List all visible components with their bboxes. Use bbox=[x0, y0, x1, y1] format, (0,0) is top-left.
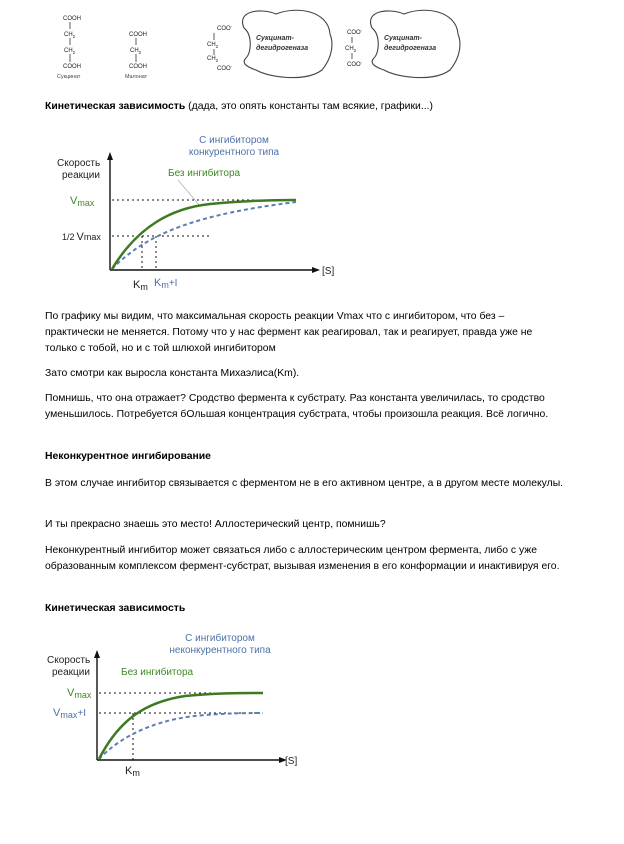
enzyme-outline-2 bbox=[371, 10, 460, 77]
graph1-title-line1: С ингибитором bbox=[199, 135, 269, 146]
enzyme1-ch2-2: $CH_2$ bbox=[207, 56, 219, 63]
graph2-km-label: Km bbox=[125, 765, 140, 778]
graph2-title-line2: неконкурентного типа bbox=[169, 645, 271, 656]
succinate-cooh-bottom: COOH bbox=[63, 64, 81, 70]
graph2-title-line1: С ингибитором bbox=[185, 633, 255, 644]
graph2-vmax-label: Vmax bbox=[67, 687, 92, 700]
graph2-ylabel-line2: реакции bbox=[52, 667, 90, 678]
malonate-cooh-top: COOH bbox=[129, 32, 147, 38]
kinetics-heading-1: Кинетическая зависимость (дада, это опять константы там всякие, графики...) bbox=[45, 101, 433, 112]
succinate-ch2-1: $CH_2$ bbox=[64, 32, 76, 39]
structures-strip bbox=[0, 0, 624, 92]
graph1-km-i-label: Km+I bbox=[154, 277, 178, 290]
graph2-curve-with-inhibitor bbox=[99, 713, 263, 759]
succinate-structure bbox=[57, 16, 81, 80]
graph1-curve-no-inhibitor bbox=[112, 200, 296, 269]
enzyme1-ch2-1: $CH_2$ bbox=[207, 42, 219, 49]
enzyme1-coo-top: COO- bbox=[217, 24, 233, 32]
succinate-label: Сукцинат bbox=[57, 74, 81, 80]
kinetics-heading-2: Кинетическая зависимость bbox=[45, 603, 186, 614]
enzyme2-label-line1: Сукцинат- bbox=[384, 35, 422, 42]
graph1-ylabel-line1: Скорость bbox=[57, 158, 101, 169]
paragraph-affinity: Помнишь, что она отражает? Сродство фермента к субстрату. Раз константа увеличилась, то сродство уменьшилось. Потребуется бОльшая концентрация субстрата, чтобы произошла реакция. Всё логично. bbox=[45, 393, 549, 420]
graph2-curve-no-inhibitor bbox=[99, 693, 263, 759]
enzyme1-coo-bottom: COO- bbox=[217, 64, 233, 72]
graph2-no-inhibitor-label: Без ингибитора bbox=[121, 667, 194, 678]
graph1-vmax-label: Vmax bbox=[70, 195, 95, 208]
malonate-ch2: $CH_2$ bbox=[130, 48, 142, 55]
graph1-title-line2: конкурентного типа bbox=[188, 147, 280, 158]
graph1-km-label: Km bbox=[133, 279, 148, 292]
enzyme2-coo-bottom: COO- bbox=[347, 60, 363, 68]
enzyme1-label-line2: дегидрогеназа bbox=[256, 45, 309, 52]
graph1-x-axis-label: [S] bbox=[322, 266, 335, 277]
paragraph-noncomp-inhibitor: Неконкурентный ингибитор может связаться либо с аллостерическим центром фермента, либо с уже образованным комплексом фермент-субстрат, вызывая изменения в его конформации и инактивируя его. bbox=[45, 545, 560, 572]
paragraph-km-increased: Зато смотри как выросла константа Михаэлиса(Km). bbox=[45, 368, 300, 379]
paragraph-vmax-unchanged: По графику мы видим, что максимальная скорость реакции Vmax что с ингибитором, что без – практически не меняется. Потому что у нас фермент как реагировал, так и реагирует, правда уже не только с тобой, но и с той шлюхой ингибитором bbox=[45, 311, 533, 354]
enzyme-malonate-complex bbox=[345, 10, 460, 77]
enzyme2-label-line2: дегидрогеназа bbox=[384, 45, 437, 52]
succinate-cooh-top: COOH bbox=[63, 16, 81, 22]
noncompetitive-inhibition-graph bbox=[45, 628, 315, 778]
enzyme-succinate-complex bbox=[207, 10, 332, 77]
malonate-label: Малонат bbox=[125, 74, 148, 80]
heading-noncompetitive: Неконкурентное ингибирование bbox=[45, 451, 211, 462]
paragraph-noncomp-binding: В этом случае ингибитор связывается с ферментом не в его активном центре, а в другом месте молекулы. bbox=[45, 478, 564, 489]
graph1-ylabel-line2: реакции bbox=[62, 170, 100, 181]
paragraph-allosteric: И ты прекрасно знаешь это место! Аллостерический центр, помнишь? bbox=[45, 519, 386, 530]
graph1-no-inhibitor-label: Без ингибитора bbox=[168, 168, 241, 179]
enzyme2-coo-top: COO- bbox=[347, 28, 363, 36]
enzyme1-label-line1: Сукцинат- bbox=[256, 35, 294, 42]
graph2-vmax-i-label: Vmax+I bbox=[53, 707, 86, 720]
graph2-x-axis-label: [S] bbox=[285, 756, 298, 767]
graph1-half-vmax-label: 1/2 Vmax bbox=[62, 231, 101, 243]
competitive-inhibition-graph bbox=[50, 128, 350, 293]
malonate-cooh-bottom: COOH bbox=[129, 64, 147, 70]
succinate-ch2-2: $CH_2$ bbox=[64, 48, 76, 55]
enzyme2-ch2: $CH_2$ bbox=[345, 46, 357, 53]
graph2-ylabel-line1: Скорость bbox=[47, 655, 91, 666]
malonate-structure bbox=[125, 32, 148, 80]
enzyme-outline-1 bbox=[243, 10, 332, 77]
